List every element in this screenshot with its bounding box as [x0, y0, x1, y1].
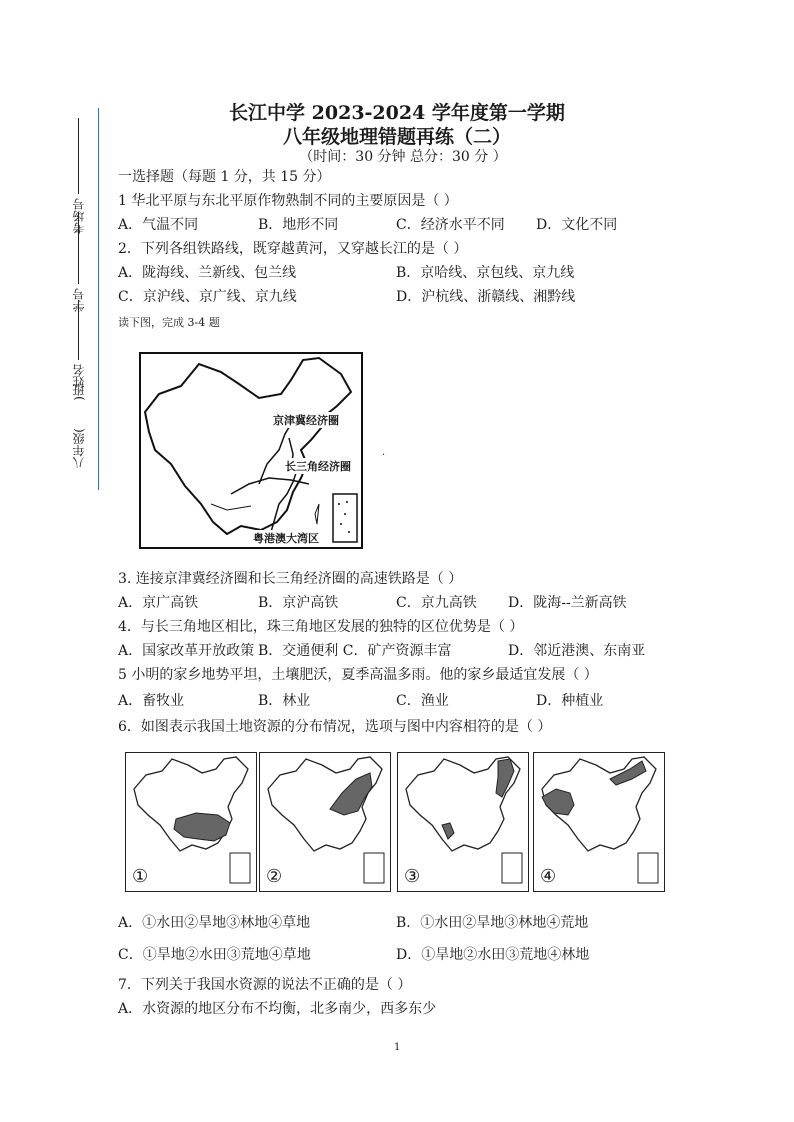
- page-subtitle: 八年级地理错题再练（二）: [282, 126, 511, 148]
- land-map-2: [259, 752, 391, 892]
- q6-option-b[interactable]: B．①水田②旱地③林地④荒地: [396, 915, 589, 931]
- land-map-1: [125, 752, 257, 892]
- q1-stem: 1 华北平原与东北平原作物熟制不同的主要原因是（ ）: [118, 193, 458, 209]
- q2-option-c[interactable]: C．京沪线、京广线、京九线: [118, 289, 297, 305]
- panel-label-3: ③: [404, 866, 421, 887]
- section-heading: 一选择题（每题 1 分，共 15 分）: [118, 169, 331, 185]
- q4-option-d[interactable]: D．邻近港澳、东南亚: [508, 643, 646, 659]
- page-number: 1: [394, 1042, 401, 1053]
- q3-option-c[interactable]: C．京九高铁: [396, 595, 477, 611]
- label-csj: 长三角经济圈: [285, 460, 351, 473]
- panel-label-2: ②: [266, 866, 283, 887]
- stray-dot: ·: [382, 450, 386, 461]
- q5-option-a[interactable]: A．畜牧业: [118, 693, 185, 709]
- q5-option-d[interactable]: D．种植业: [536, 693, 604, 709]
- sidebar-name: 姓名: [70, 300, 87, 388]
- label-jjj: 京津冀经济圈: [273, 414, 339, 427]
- q4-stem: 4．与长三角地区相比，珠三角地区发展的独特的区位优势是（ ）: [118, 619, 524, 635]
- q2-option-b[interactable]: B．京哈线、京包线、京九线: [396, 265, 575, 281]
- china-outline-map: [141, 354, 361, 547]
- q3-option-b[interactable]: B．京沪高铁: [258, 595, 339, 611]
- map-intro: 读下图，完成 3-4 题: [118, 316, 220, 329]
- sidebar-grade: 八年级(: [72, 428, 86, 469]
- sidebar-class: )班: [72, 384, 86, 401]
- q7-option-a[interactable]: A．水资源的地区分布不均衡，北多南少，西多东少: [118, 1001, 437, 1017]
- q1-option-b[interactable]: B．地形不同: [258, 217, 339, 233]
- q1-option-a[interactable]: A．气温不同: [118, 217, 199, 233]
- q6-option-d[interactable]: D．①旱地②水田③荒地④林地: [396, 947, 590, 963]
- land-map-3: [397, 752, 529, 892]
- q6-stem: 6．如图表示我国土地资源的分布情况，选项与图中内容相符的是（ ）: [118, 719, 552, 735]
- q4-option-a[interactable]: A．国家改革开放政策: [118, 643, 255, 659]
- sidebar-number: 学号: [70, 212, 87, 312]
- q7-stem: 7．下列关于我国水资源的说法不正确的是（ ）: [118, 977, 412, 993]
- land-map-4: [533, 752, 665, 892]
- q6-option-a[interactable]: A．①水田②旱地③林地④草地: [118, 915, 311, 931]
- q6-option-c[interactable]: C．①旱地②水田③荒地④草地: [118, 947, 311, 963]
- page-title: 长江中学 2023-2024 学年度第一学期: [229, 102, 565, 124]
- economic-zones-map: [139, 352, 363, 549]
- q2-option-a[interactable]: A．陇海线、兰新线、包兰线: [118, 265, 297, 281]
- q3-stem: 3. 连接京津冀经济圈和长三角经济圈的高速铁路是（ ）: [118, 571, 463, 587]
- q2-option-d[interactable]: D．沪杭线、浙赣线、湘黔线: [396, 289, 576, 305]
- q3-option-d[interactable]: D．陇海--兰新高铁: [508, 595, 627, 611]
- q2-stem: 2．下列各组铁路线，既穿越黄河，又穿越长江的是（ ）: [118, 241, 468, 257]
- q5-option-b[interactable]: B．林业: [258, 693, 311, 709]
- q5-option-c[interactable]: C．渔业: [396, 693, 449, 709]
- sidebar-exam-room: 考场号: [70, 118, 87, 234]
- q5-stem: 5 小明的家乡地势平坦，土壤肥沃，夏季高温多雨。他的家乡最适宜发展（ ）: [118, 667, 598, 683]
- q1-option-d[interactable]: D．文化不同: [536, 217, 618, 233]
- q3-option-a[interactable]: A．京广高铁: [118, 595, 199, 611]
- panel-label-4: ④: [540, 866, 557, 887]
- label-gba: 粤港澳大湾区: [253, 532, 319, 545]
- exam-meta: （时间：30 分钟 总分：30 分 ）: [299, 149, 507, 165]
- q4-option-bc[interactable]: B．交通便利 C．矿产资源丰富: [258, 643, 452, 659]
- panel-label-1: ①: [132, 866, 149, 887]
- q1-option-c[interactable]: C．经济水平不同: [396, 217, 505, 233]
